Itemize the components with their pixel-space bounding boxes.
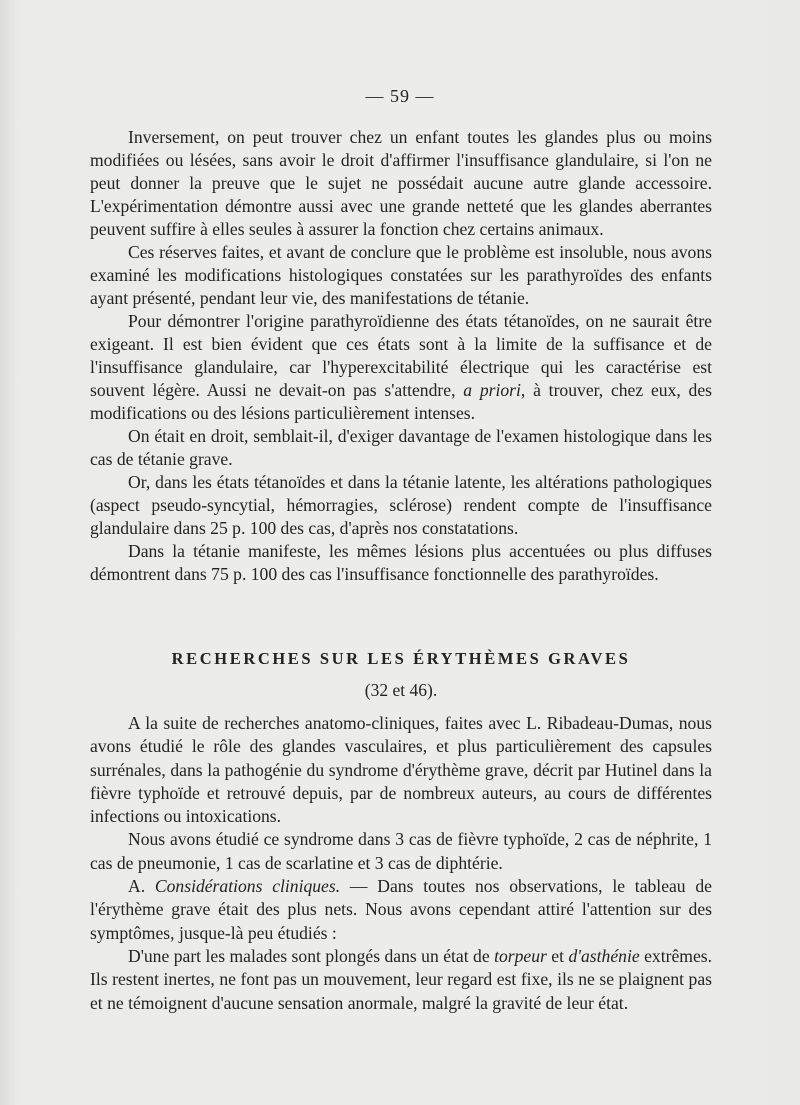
emphasis-a-priori: a priori [463, 380, 521, 400]
paragraph: Pour démontrer l'origine parathyroïdienne des états tétanoïdes, on ne saurait être exigeant. Il est bien évident que ces états sont à la limite de la suffisance et de l'insuffisance glandulaire, car l'hyperexcitabilité électrique qui les caractérise est souvent légère. Aussi ne devait-on pas s'attendre, a priori, à trouver, chez eux, des modifications ou des lésions particulièrement intenses. [90, 311, 712, 423]
paragraph: A la suite de recherches anatomo-cliniques, faites avec L. Ribadeau-Dumas, nous avons étudié le rôle des glandes vasculaires, et plus particulièrement des capsules surrénales, dans la pathogénie du syndrome d'érythème grave, décrit par Hutinel dans la fièvre typhoïde et retrouvé depuis, par de nombreux auteurs, au cours de différentes infections ou intoxications. [90, 713, 712, 827]
paragraph: Ces réserves faites, et avant de conclure que le problème est insoluble, nous avons examiné les modifications histologiques constatées sur les parathyroïdes des enfants ayant présenté, pendant leur vie, des manifestations de tétanie. [90, 242, 712, 308]
paragraph-text: extrêmes. Ils restent inertes, ne font pas un mouvement, leur regard est fixe, ils ne se plaignent pas et ne témoignent d'aucune sensation anormale, malgré la gravité de leur état. [90, 945, 712, 1013]
emphasis-torpeur: torpeur [494, 945, 547, 966]
paragraph-clinical-considerations [90, 875, 712, 945]
section-body-erythemes [90, 712, 712, 1015]
paragraph: Inversement, on peut trouver chez un enfant toutes les glandes plus ou moins modifiées ou lésées, sans avoir le droit d'affirmer l'insuffisance glandulaire, si l'on ne peut donner la preuve que le sujet ne possédait aucune autre glande accessoire. L'expérimentation démontre aussi avec une grande netteté que les glandes aberrantes peuvent suffire à elles seules à assurer la fonction chez certains animaux. [90, 127, 712, 239]
section-heading: RECHERCHES SUR LES ÉRYTHÈMES GRAVES [171, 649, 631, 668]
paragraph-text: D'une part les malades sont plongés dans un état de [128, 945, 495, 966]
paragraph-text: — Dans toutes nos observations, le tableau de l'érythème grave était des plus nets. Nous avons cependant attiré l'attention sur des symptômes, jusque-là peu étudiés : [90, 876, 712, 943]
paragraph: Dans la tétanie manifeste, les mêmes lésions plus accentuées ou plus diffuses démontrent dans 75 p. 100 des cas l'insuffisance fonctionnelle des parathyroïdes. [90, 541, 712, 584]
section-reference: (32 et 46). [364, 680, 438, 700]
section-body-parathyroid [90, 126, 712, 586]
paragraph-torpeur [90, 945, 712, 1015]
page-number: — 59 — [365, 86, 435, 106]
paragraph: Or, dans les états tétanoïdes et dans la tétanie latente, les altérations pathologiques (aspect pseudo-syncytial, hémorragies, sclérose) rendent compte de l'insuffisance glandulaire dans 25 p. 100 des cas, d'après nos constatations. [90, 472, 712, 538]
paragraph: Nous avons étudié ce syndrome dans 3 cas de fièvre typhoïde, 2 cas de néphrite, 1 cas de pneumonie, 1 cas de scarlatine et 3 cas de diphtérie. [90, 829, 712, 873]
paragraph-prefix: A. [128, 876, 155, 897]
emphasis-asthenie: d'asthénie [568, 945, 640, 966]
subsection-title: Considérations cliniques. [154, 876, 341, 897]
paragraph: On était en droit, semblait-il, d'exiger davantage de l'examen histologique dans les cas de tétanie grave. [90, 426, 712, 469]
paragraph-text: et [546, 945, 569, 966]
